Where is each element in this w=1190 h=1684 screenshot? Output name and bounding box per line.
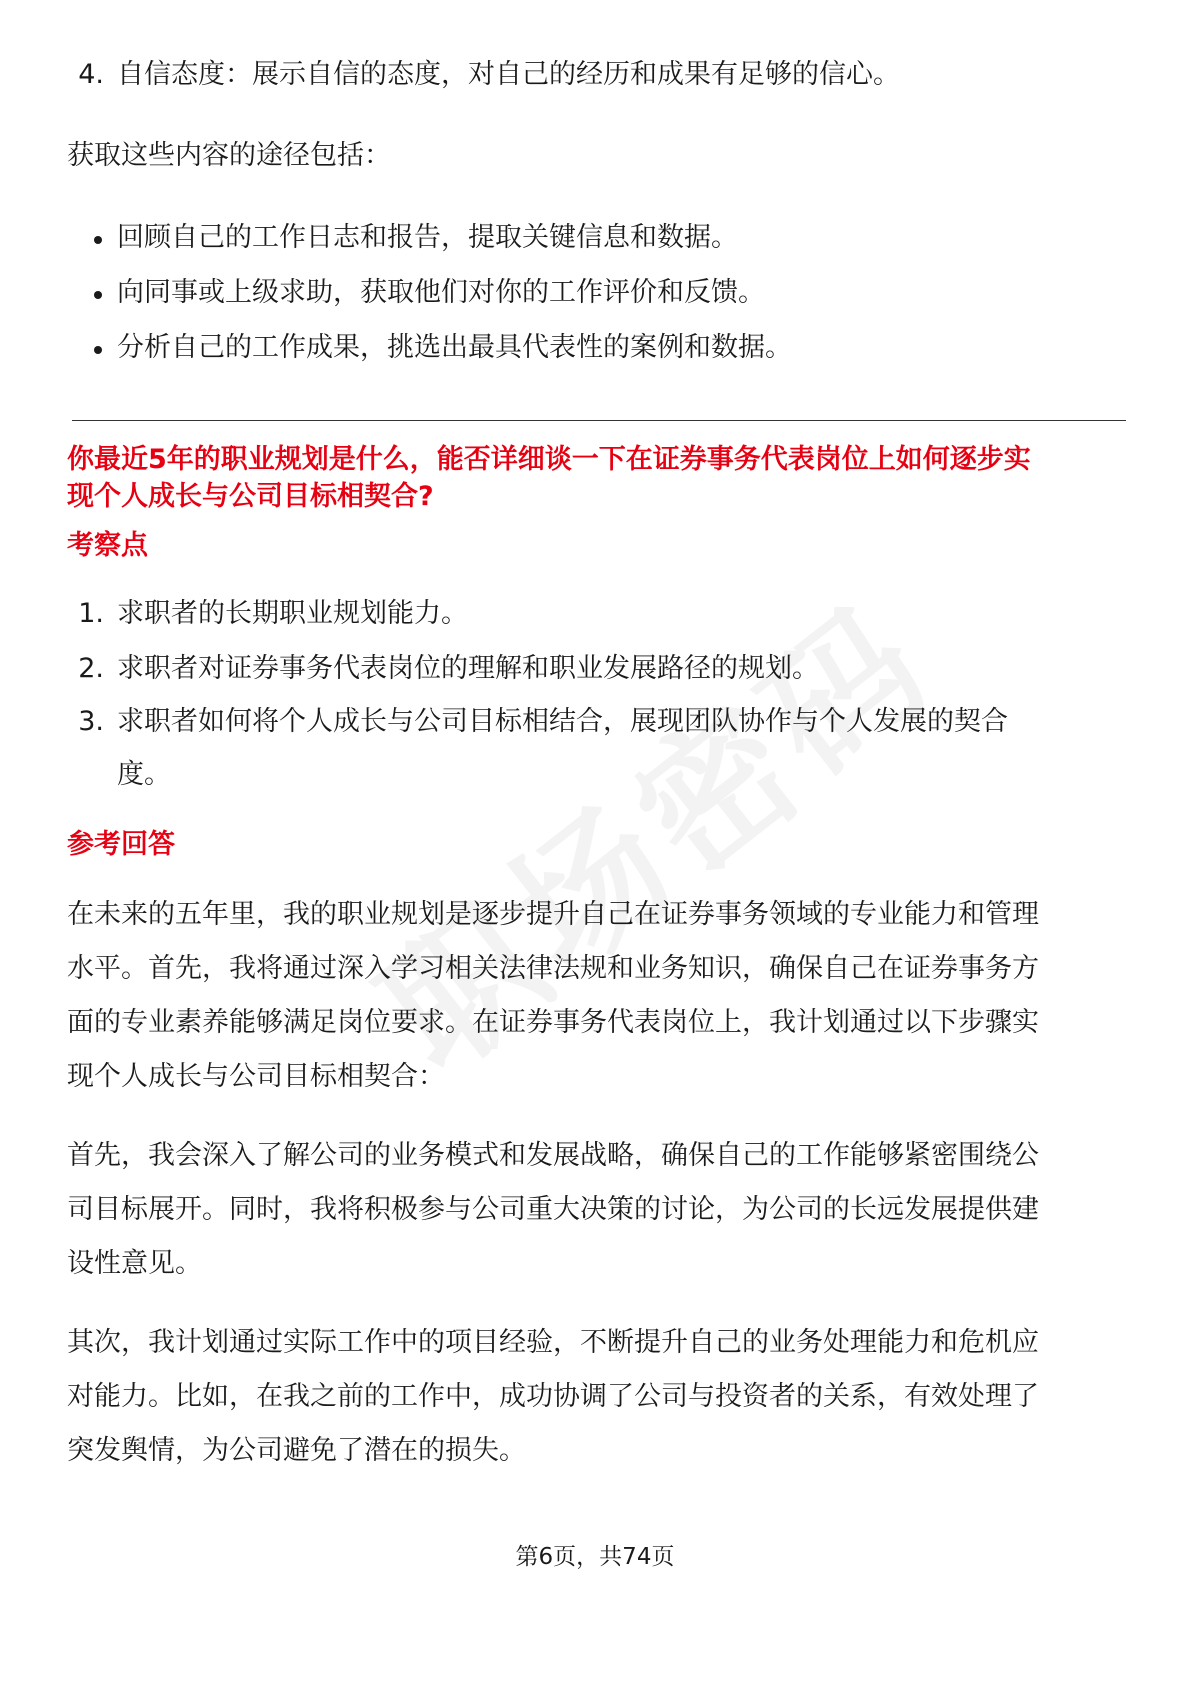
answer-heading: 参考回答 (67, 829, 175, 860)
question-title-line: 你最近5年的职业规划是什么，能否详细谈一下在证券事务代表岗位上如何逐步实 (67, 444, 1031, 475)
paragraph-line: 其次，我计划通过实际工作中的项目经验，不断提升自己的业务处理能力和危机应 (67, 1327, 1039, 1358)
paragraph-line: 司目标展开。同时，我将积极参与公司重大决策的讨论，为公司的长远发展提供建 (67, 1194, 1039, 1225)
bullet-item: 回顾自己的工作日志和报告，提取关键信息和数据。 (117, 222, 738, 253)
list-item-text: 求职者的长期职业规划能力。 (117, 598, 468, 629)
list-number: 1. (78, 598, 104, 629)
paragraph-line: 首先，我会深入了解公司的业务模式和发展战略，确保自己的工作能够紧密围绕公 (67, 1140, 1039, 1171)
intro-text: 获取这些内容的途径包括： (67, 140, 391, 171)
list-item-text: 自信态度：展示自信的态度，对自己的经历和成果有足够的信心。 (117, 59, 900, 90)
paragraph-line: 对能力。比如，在我之前的工作中，成功协调了公司与投资者的关系，有效处理了 (67, 1381, 1039, 1412)
list-number: 3. (78, 706, 104, 737)
bullet-item: 分析自己的工作成果，挑选出最具代表性的案例和数据。 (117, 332, 792, 363)
bullet-dot (94, 291, 102, 299)
paragraph-line: 设性意见。 (67, 1248, 202, 1279)
paragraph-line: 面的专业素养能够满足岗位要求。在证券事务代表岗位上，我计划通过以下步骤实 (67, 1007, 1039, 1038)
paragraph-line: 现个人成长与公司目标相契合： (67, 1061, 445, 1092)
list-number: 4. (78, 59, 104, 90)
paragraph-line: 水平。首先，我将通过深入学习相关法律法规和业务知识，确保自己在证券事务方 (67, 953, 1039, 984)
bullet-dot (94, 236, 102, 244)
page-number-footer: 第6页，共74页 (515, 1544, 675, 1570)
list-item-text: 求职者对证券事务代表岗位的理解和职业发展路径的规划。 (117, 653, 819, 684)
bullet-dot (94, 346, 102, 354)
points-heading: 考察点 (67, 530, 148, 561)
bullet-item: 向同事或上级求助，获取他们对你的工作评价和反馈。 (117, 277, 765, 308)
list-item-text: 度。 (117, 759, 171, 790)
list-number: 2. (78, 653, 104, 684)
question-title-line: 现个人成长与公司目标相契合? (67, 481, 434, 512)
paragraph-line: 在未来的五年里，我的职业规划是逐步提升自己在证券事务领域的专业能力和管理 (67, 899, 1039, 930)
section-divider (72, 420, 1126, 421)
list-item-text: 求职者如何将个人成长与公司目标相结合，展现团队协作与个人发展的契合 (117, 706, 1008, 737)
paragraph-line: 突发舆情，为公司避免了潜在的损失。 (67, 1435, 526, 1466)
